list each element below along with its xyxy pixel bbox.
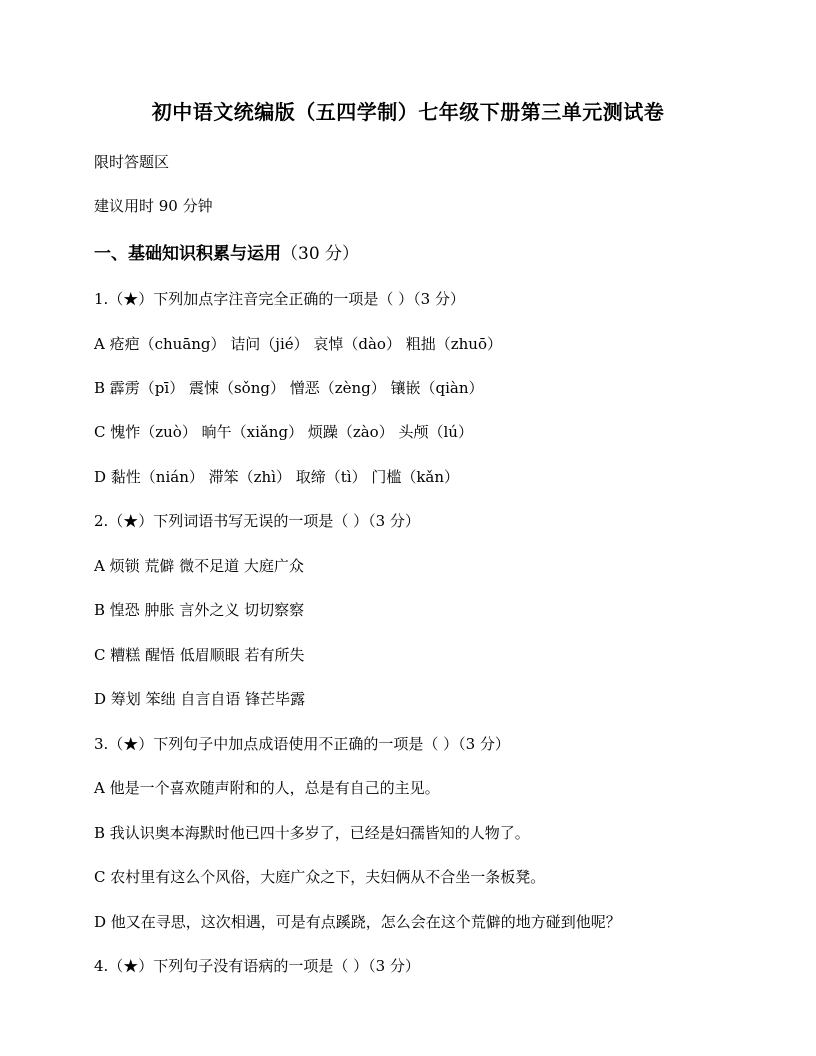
question-2-option-b: B 惶恐 肿胀 言外之义 切切察察 xyxy=(94,601,305,619)
suggested-time: 建议用时 90 分钟 xyxy=(94,197,213,215)
question-1-option-a: A 疮疤（chuāng） 诘问（jié） 哀悼（dào） 粗拙（zhuō） xyxy=(94,335,502,353)
question-2-option-c: C 糟糕 醒悟 低眉顺眼 若有所失 xyxy=(94,646,305,664)
section-heading xyxy=(94,239,359,264)
question-2-option-a: A 烦锁 荒僻 微不足道 大庭广众 xyxy=(94,557,304,575)
question-1-option-b: B 霹雳（pī） 震悚（sǒng） 憎恶（zèng） 镶嵌（qiàn） xyxy=(94,379,484,397)
question-1-option-c: C 愧怍（zuò） 晌午（xiǎng） 烦躁（zào） 头颅（lú） xyxy=(94,423,473,441)
question-3-option-d: D 他又在寻思，这次相遇，可是有点蹊跷，怎么会在这个荒僻的地方碰到他呢？ xyxy=(94,913,621,931)
question-1-stem: 1.（★）下列加点字注音完全正确的一项是（ ）（3 分） xyxy=(94,290,465,308)
answer-zone-label: 限时答题区 xyxy=(94,153,170,171)
question-2-option-d: D 筹划 笨绌 自言自语 锋芒毕露 xyxy=(94,690,306,708)
question-2-stem: 2.（★）下列词语书写无误的一项是（ ）（3 分） xyxy=(94,512,420,530)
question-3-option-a: A 他是一个喜欢随声附和的人，总是有自己的主见。 xyxy=(94,779,440,797)
question-3-stem: 3.（★）下列句子中加点成语使用不正确的一项是（ ）（3 分） xyxy=(94,735,510,753)
question-3-option-b: B 我认识奥本海默时他已四十多岁了，已经是妇孺皆知的人物了。 xyxy=(94,824,530,842)
section-score: （30 分） xyxy=(281,244,360,264)
question-3-option-c: C 农村里有这么个风俗，大庭广众之下，夫妇俩从不合坐一条板凳。 xyxy=(94,868,546,886)
question-4-stem: 4.（★）下列句子没有语病的一项是（ ）（3 分） xyxy=(94,957,420,975)
question-1-option-d: D 黏性（nián） 滞笨（zhì） 取缔（tì） 门槛（kǎn） xyxy=(94,468,460,486)
document-title: 初中语文统编版（五四学制）七年级下册第三单元测试卷 xyxy=(151,100,665,124)
section-heading-text: 一、基础知识积累与运用 xyxy=(94,244,281,264)
